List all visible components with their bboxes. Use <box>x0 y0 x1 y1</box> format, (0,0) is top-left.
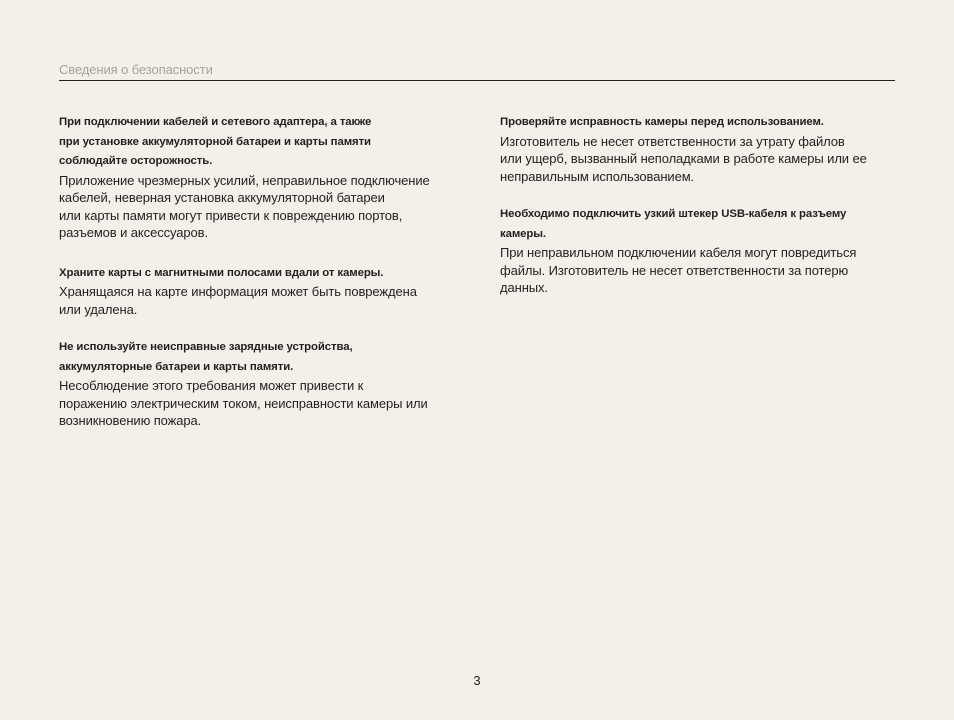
text-line: Изготовитель не несет ответственности за утрату файлов <box>500 133 845 149</box>
title-line: При подключении кабелей и сетевого адаптера, а также <box>59 116 372 128</box>
safety-block-check-camera <box>500 113 892 185</box>
safety-block-usb-cable <box>500 205 892 297</box>
page-number: 3 <box>473 673 481 688</box>
title-line: при установке аккумуляторной батареи и карты памяти <box>59 135 371 148</box>
text-line: или карты памяти могут привести к повреждению портов, <box>59 207 403 223</box>
text-line: неправильным использованием. <box>500 168 695 184</box>
block-text <box>59 377 451 430</box>
text-line: разъемов и аксессуаров. <box>59 225 208 240</box>
safety-block-faulty-chargers <box>59 338 451 430</box>
block-title <box>500 205 892 244</box>
text-line: При неправильном подключении кабеля могут повредиться <box>500 245 857 260</box>
text-line: Хранящаяся на карте информация может быть повреждена <box>59 284 417 299</box>
title-line: Проверяйте исправность камеры перед использованием. <box>500 116 824 128</box>
block-title <box>59 113 451 172</box>
text-line: кабелей, неверная установка аккумуляторной батареи <box>59 190 385 205</box>
page-header <box>59 62 895 81</box>
text-line: поражению электрическим током, неисправности камеры или <box>59 395 428 411</box>
block-text <box>59 283 451 318</box>
safety-block-cables <box>59 113 451 242</box>
title-line: камеры. <box>500 227 546 240</box>
text-line: или ущерб, вызванный неполадками в работе камеры или ее <box>500 151 867 166</box>
block-text <box>59 172 451 242</box>
text-line: Приложение чрезмерных усилий, неправильное подключение <box>59 172 430 188</box>
block-text <box>500 244 892 297</box>
title-line: соблюдайте осторожность. <box>59 155 213 167</box>
right-column <box>500 113 892 297</box>
block-title <box>59 338 451 377</box>
text-line: возникновению пожара. <box>59 413 202 428</box>
text-line: файлы. Изготовитель не несет ответственности за потерю <box>500 262 849 278</box>
text-line: или удалена. <box>59 301 138 317</box>
block-text <box>500 133 892 186</box>
title-line: Необходимо подключить узкий штекер USB-кабеля к разъему <box>500 208 847 220</box>
title-line: Не используйте неисправные зарядные устройства, <box>59 341 353 353</box>
block-title <box>59 264 451 284</box>
title-line: аккумуляторные батареи и карты памяти. <box>59 360 294 373</box>
text-line: Несоблюдение этого требования может привести к <box>59 378 364 393</box>
text-line: данных. <box>500 280 548 295</box>
block-title <box>500 113 892 133</box>
left-column <box>59 113 451 430</box>
section-title: Сведения о безопасности <box>59 62 213 77</box>
safety-block-magnetic-cards <box>59 264 451 319</box>
title-line: Храните карты с магнитными полосами вдали от камеры. <box>59 266 384 279</box>
